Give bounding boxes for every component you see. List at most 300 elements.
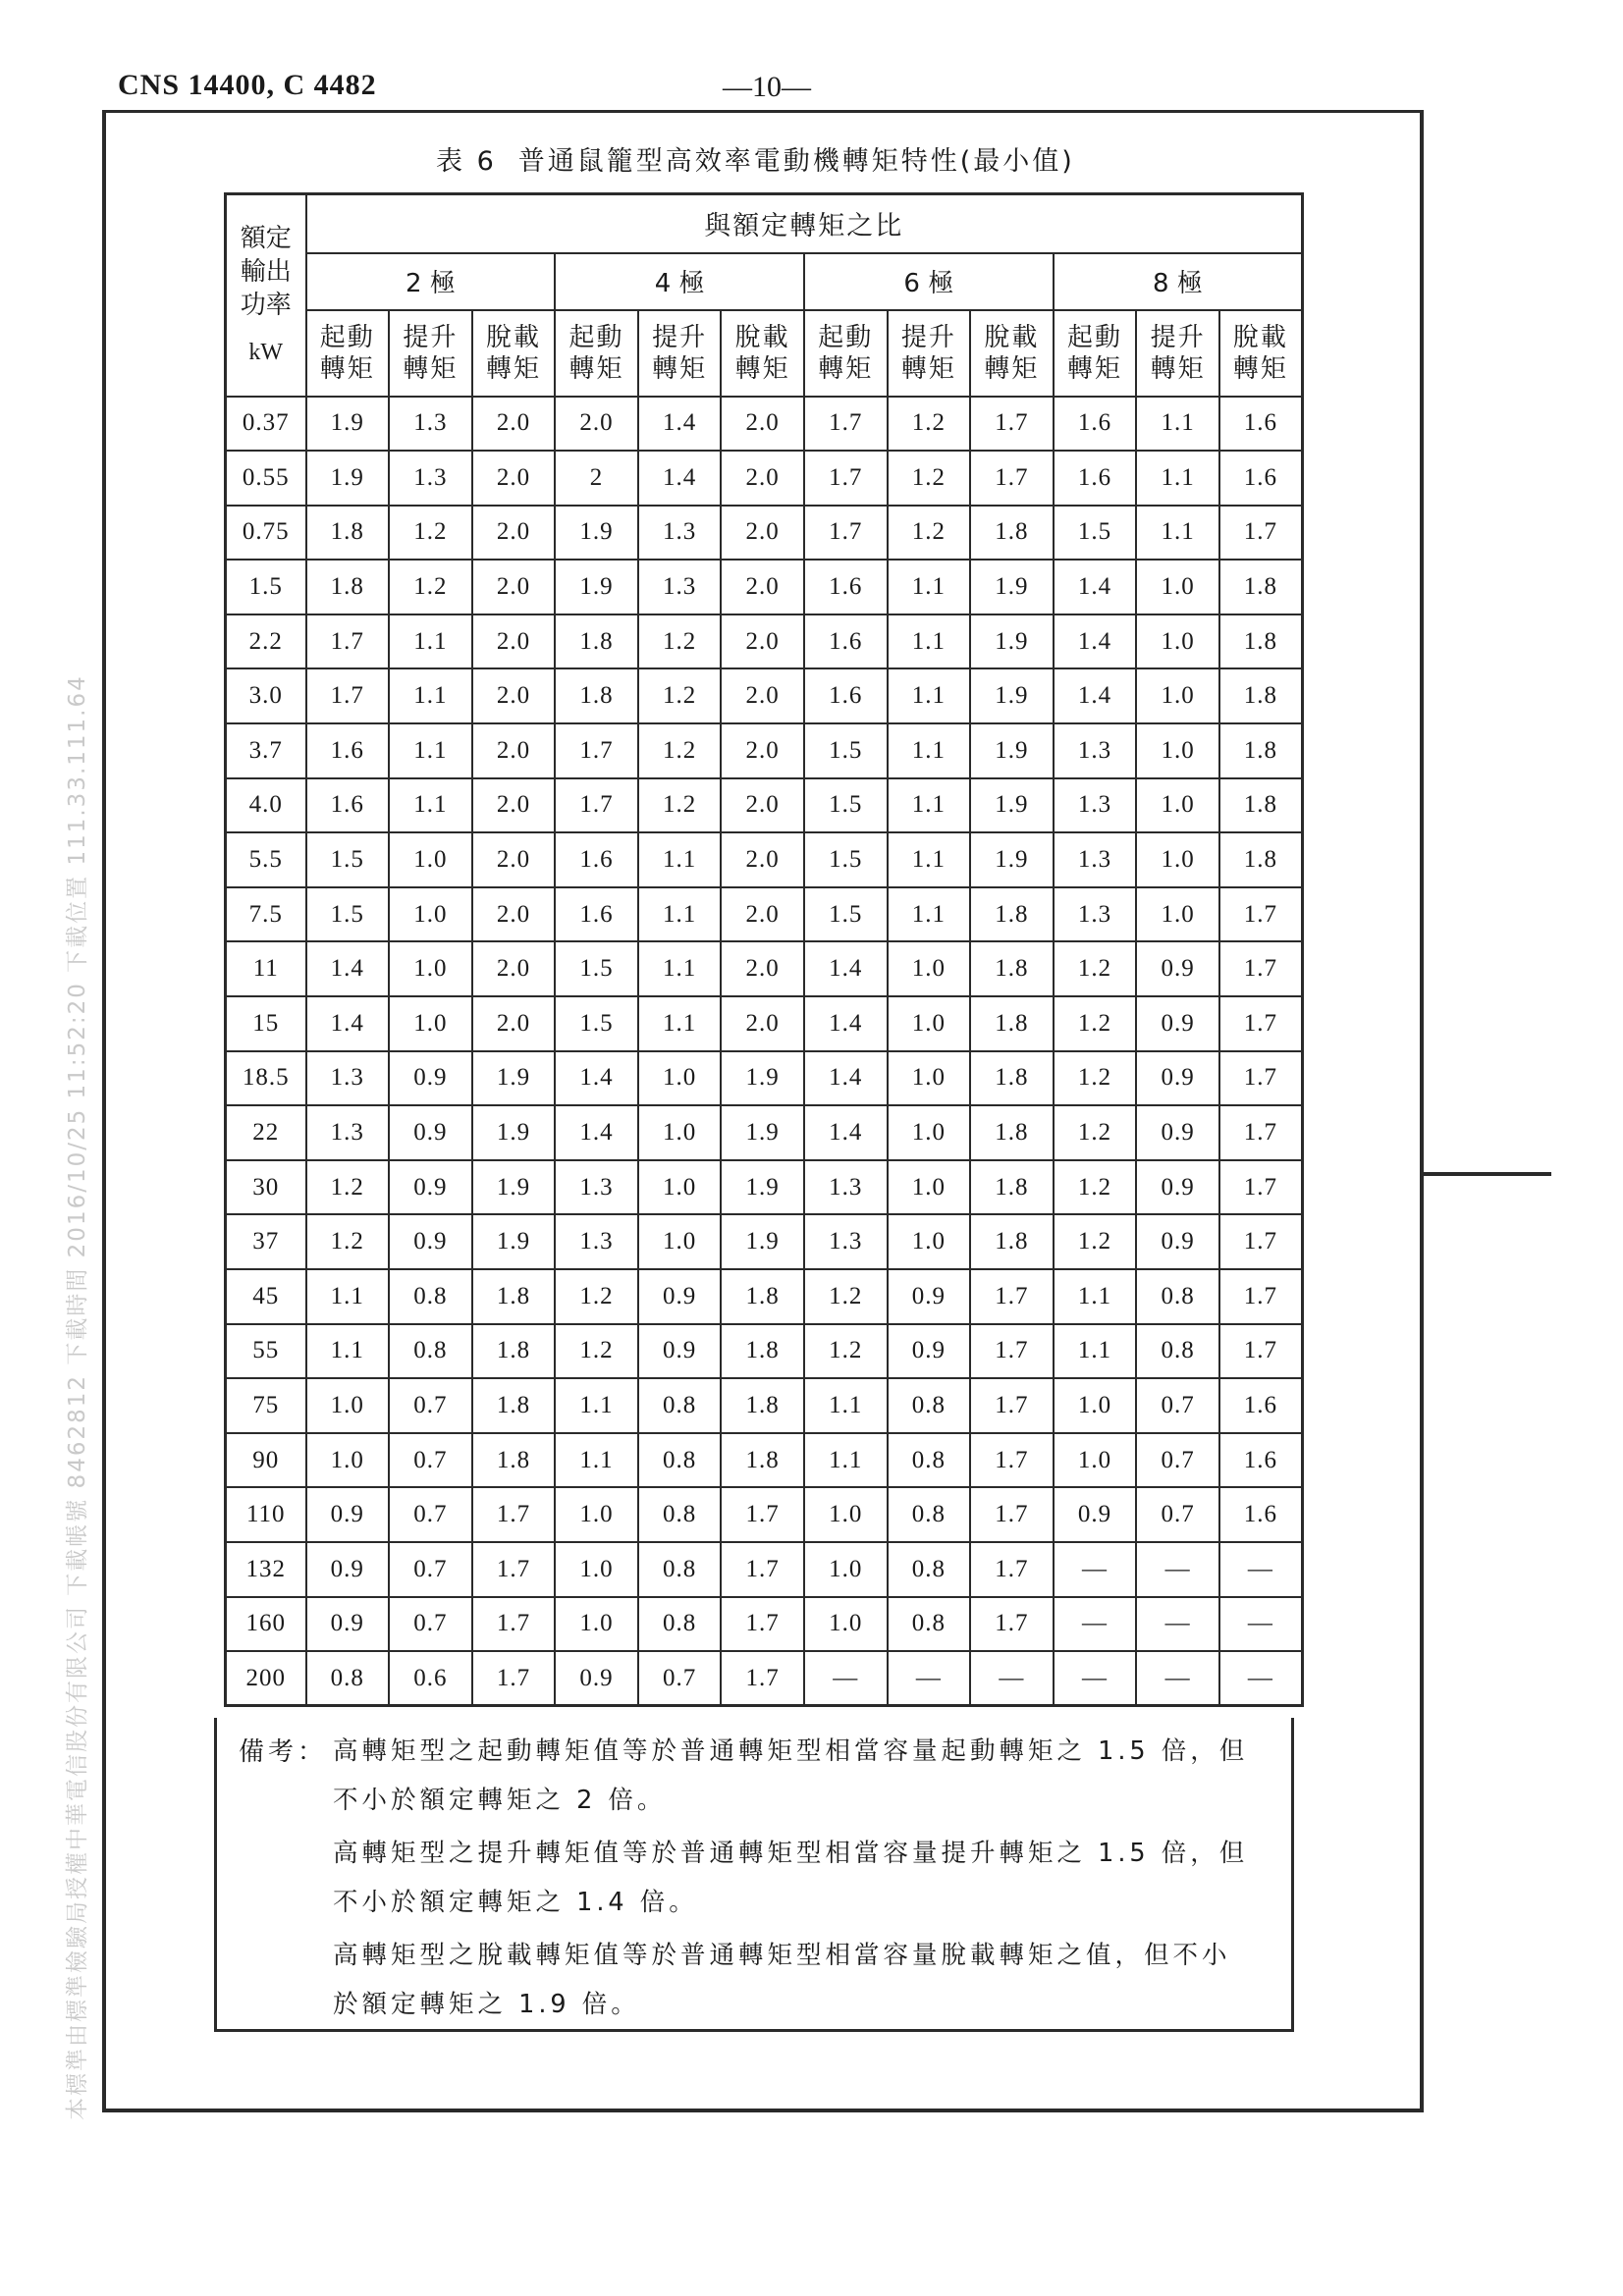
value-cell: — (888, 1651, 971, 1706)
pole-header: 6 極 (804, 253, 1054, 310)
value-cell: 1.7 (306, 614, 390, 669)
remarks-label: 備考： (239, 1737, 328, 1767)
value-cell: 1.4 (306, 996, 390, 1051)
value-cell: 1.4 (1054, 614, 1137, 669)
torque-type-header: 提升 轉矩 (389, 310, 472, 397)
value-cell: 1.9 (970, 614, 1054, 669)
value-cell: 1.7 (721, 1597, 804, 1652)
value-cell: 1.1 (638, 996, 722, 1051)
value-cell: 1.6 (555, 887, 638, 942)
value-cell: 0.8 (638, 1597, 722, 1652)
value-cell: 2.0 (555, 397, 638, 452)
value-cell: 1.0 (888, 1105, 971, 1160)
value-cell: 1.0 (389, 941, 472, 996)
remarks-box (214, 1718, 1294, 2032)
value-cell: 1.0 (1054, 1433, 1137, 1488)
power-unit: kW (248, 339, 284, 365)
value-cell: 1.6 (1219, 1433, 1303, 1488)
value-cell: 1.2 (306, 1214, 390, 1269)
value-cell: 1.7 (1219, 1214, 1303, 1269)
power-cell: 4.0 (226, 778, 306, 833)
power-cell: 7.5 (226, 887, 306, 942)
value-cell: 1.7 (970, 1542, 1054, 1597)
value-cell: 1.8 (970, 1051, 1054, 1106)
value-cell: 0.8 (888, 1433, 971, 1488)
table-row (226, 1378, 1303, 1433)
table-row (226, 1597, 1303, 1652)
value-cell: 1.7 (804, 397, 888, 452)
value-cell: 1.1 (888, 668, 971, 723)
value-cell: 1.1 (1054, 1324, 1137, 1379)
value-cell: 1.9 (306, 397, 390, 452)
torque-type-header: 提升 轉矩 (1136, 310, 1219, 397)
value-cell: 1.3 (804, 1160, 888, 1215)
value-cell: 1.9 (555, 506, 638, 561)
value-cell: 1.6 (1219, 1487, 1303, 1542)
value-cell: 0.7 (389, 1487, 472, 1542)
value-cell: 1.8 (1219, 614, 1303, 669)
value-cell: 0.8 (1136, 1324, 1219, 1379)
value-cell: — (1054, 1542, 1137, 1597)
table-row (226, 614, 1303, 669)
value-cell: 2.0 (721, 723, 804, 778)
value-cell: 1.1 (888, 887, 971, 942)
value-cell: 0.9 (888, 1269, 971, 1324)
value-cell: 1.8 (472, 1269, 556, 1324)
value-cell: 1.0 (1136, 560, 1219, 614)
value-cell: 1.6 (1054, 451, 1137, 506)
value-cell: 0.7 (1136, 1487, 1219, 1542)
value-cell: 1.5 (306, 832, 390, 887)
value-cell: 1.9 (472, 1214, 556, 1269)
value-cell: 1.2 (555, 1324, 638, 1379)
value-cell: 1.0 (555, 1487, 638, 1542)
value-cell: 1.7 (721, 1651, 804, 1706)
value-cell: 0.9 (1136, 996, 1219, 1051)
power-cell: 3.7 (226, 723, 306, 778)
value-cell: 1.5 (804, 723, 888, 778)
value-cell: — (970, 1651, 1054, 1706)
table-row (226, 1160, 1303, 1215)
value-cell: 1.3 (638, 506, 722, 561)
value-cell: 0.8 (888, 1597, 971, 1652)
value-cell: 1.8 (721, 1324, 804, 1379)
table-row (226, 1269, 1303, 1324)
value-cell: 1.9 (970, 560, 1054, 614)
value-cell: 1.1 (1136, 451, 1219, 506)
value-cell: 1.8 (970, 1160, 1054, 1215)
value-cell: 1.7 (970, 451, 1054, 506)
value-cell: 1.0 (555, 1542, 638, 1597)
table-row (226, 1051, 1303, 1106)
value-cell: 1.9 (306, 451, 390, 506)
value-cell: 1.6 (1054, 397, 1137, 452)
table-row (226, 723, 1303, 778)
power-cell: 0.37 (226, 397, 306, 452)
standard-code: CNS 14400, C 4482 (118, 69, 377, 101)
value-cell: 1.2 (1054, 1214, 1137, 1269)
power-cell: 0.75 (226, 506, 306, 561)
table-row (226, 1651, 1303, 1706)
power-header (226, 194, 306, 397)
torque-table (224, 192, 1304, 1707)
value-cell: 2.0 (721, 560, 804, 614)
value-cell: 0.8 (638, 1542, 722, 1597)
value-cell: 1.2 (804, 1269, 888, 1324)
value-cell: 0.8 (389, 1269, 472, 1324)
table-row (226, 941, 1303, 996)
power-cell: 2.2 (226, 614, 306, 669)
value-cell: 1.6 (306, 723, 390, 778)
value-cell: 0.8 (638, 1433, 722, 1488)
power-cell: 55 (226, 1324, 306, 1379)
value-cell: 1.1 (1136, 397, 1219, 452)
value-cell: 1.1 (389, 614, 472, 669)
value-cell: 1.5 (555, 941, 638, 996)
value-cell: 1.2 (555, 1269, 638, 1324)
value-cell: 1.1 (555, 1433, 638, 1488)
value-cell: 1.8 (1219, 723, 1303, 778)
value-cell: 1.8 (306, 506, 390, 561)
value-cell: 2.0 (472, 614, 556, 669)
value-cell: 2.0 (721, 887, 804, 942)
value-cell: 1.1 (888, 778, 971, 833)
value-cell: 2.0 (472, 397, 556, 452)
table-row (226, 1214, 1303, 1269)
table-row (226, 1433, 1303, 1488)
value-cell: 0.8 (638, 1487, 722, 1542)
value-cell: 0.9 (389, 1160, 472, 1215)
value-cell: 1.1 (306, 1324, 390, 1379)
value-cell: 1.3 (389, 397, 472, 452)
value-cell: 1.3 (1054, 723, 1137, 778)
value-cell: 1.7 (1219, 887, 1303, 942)
table-row (226, 996, 1303, 1051)
value-cell: 1.8 (970, 1105, 1054, 1160)
value-cell: 2.0 (472, 506, 556, 561)
value-cell: 1.7 (1219, 1105, 1303, 1160)
value-cell: 2.0 (721, 614, 804, 669)
value-cell: 1.0 (389, 887, 472, 942)
value-cell: 1.7 (1219, 1324, 1303, 1379)
value-cell: 1.7 (970, 1487, 1054, 1542)
value-cell: 1.2 (638, 778, 722, 833)
table-row (226, 506, 1303, 561)
table-row (226, 668, 1303, 723)
pole-header: 2 極 (306, 253, 556, 310)
value-cell: 1.1 (638, 832, 722, 887)
value-cell: 1.0 (1136, 832, 1219, 887)
value-cell: 1.8 (970, 941, 1054, 996)
value-cell: 1.7 (970, 1324, 1054, 1379)
value-cell: 0.8 (888, 1378, 971, 1433)
value-cell: 0.9 (1136, 1105, 1219, 1160)
value-cell: 1.8 (472, 1324, 556, 1379)
value-cell: 2.0 (721, 996, 804, 1051)
value-cell: 1.8 (721, 1433, 804, 1488)
value-cell: 1.7 (1219, 941, 1303, 996)
value-cell: 1.8 (970, 887, 1054, 942)
value-cell: 1.8 (970, 506, 1054, 561)
value-cell: 2.0 (472, 832, 556, 887)
value-cell: 1.6 (306, 778, 390, 833)
value-cell: 1.9 (970, 668, 1054, 723)
value-cell: 1.8 (1219, 832, 1303, 887)
value-cell: 1.2 (1054, 1160, 1137, 1215)
value-cell: 1.0 (1136, 887, 1219, 942)
remark-line: 不小於額定轉矩之 2 倍。 (333, 1786, 667, 1815)
value-cell: 1.7 (306, 668, 390, 723)
value-cell: 1.8 (472, 1378, 556, 1433)
value-cell: 1.3 (555, 1214, 638, 1269)
value-cell: 1.7 (1219, 1269, 1303, 1324)
value-cell: 1.8 (1219, 560, 1303, 614)
value-cell: 1.2 (1054, 996, 1137, 1051)
value-cell: — (1136, 1542, 1219, 1597)
value-cell: 0.8 (389, 1324, 472, 1379)
value-cell: 1.6 (804, 614, 888, 669)
value-cell: 1.7 (970, 1378, 1054, 1433)
value-cell: 1.6 (804, 560, 888, 614)
table-row (226, 560, 1303, 614)
margin-mark (1424, 1172, 1551, 1176)
value-cell: 1.1 (1054, 1269, 1137, 1324)
torque-type-header: 脫載 轉矩 (970, 310, 1054, 397)
value-cell: 1.7 (472, 1597, 556, 1652)
table-title-text: 普通鼠籠型高效率電動機轉矩特性(最小值) (517, 146, 1075, 177)
table-row (226, 397, 1303, 452)
value-cell: 1.4 (555, 1105, 638, 1160)
remark-line: 高轉矩型之提升轉矩值等於普通轉矩型相當容量提升轉矩之 1.5 倍，但 (333, 1839, 1249, 1868)
value-cell: 1.5 (804, 887, 888, 942)
remark-line: 高轉矩型之脫載轉矩值等於普通轉矩型相當容量脫載轉矩之值，但不小 (333, 1941, 1231, 1970)
value-cell: 1.0 (804, 1542, 888, 1597)
table-row (226, 1542, 1303, 1597)
value-cell: 2.0 (472, 887, 556, 942)
power-cell: 30 (226, 1160, 306, 1215)
value-cell: 1.2 (389, 506, 472, 561)
table-row (226, 778, 1303, 833)
value-cell: 1.8 (721, 1378, 804, 1433)
value-cell: 1.7 (472, 1542, 556, 1597)
value-cell: 1.0 (1136, 778, 1219, 833)
value-cell: 1.9 (555, 560, 638, 614)
value-cell: 1.1 (888, 614, 971, 669)
value-cell: 2.0 (472, 560, 556, 614)
value-cell: 0.7 (389, 1378, 472, 1433)
value-cell: 0.9 (306, 1542, 390, 1597)
value-cell: 2.0 (472, 723, 556, 778)
value-cell: 1.7 (1219, 1051, 1303, 1106)
torque-type-header: 起動 轉矩 (555, 310, 638, 397)
value-cell: 1.9 (472, 1105, 556, 1160)
value-cell: 0.8 (888, 1487, 971, 1542)
value-cell: 1.7 (970, 1433, 1054, 1488)
value-cell: 1.6 (1219, 451, 1303, 506)
value-cell: 0.7 (1136, 1433, 1219, 1488)
value-cell: 1.4 (555, 1051, 638, 1106)
value-cell: 2.0 (472, 451, 556, 506)
power-cell: 18.5 (226, 1051, 306, 1106)
value-cell: 1.3 (1054, 887, 1137, 942)
value-cell: — (804, 1651, 888, 1706)
value-cell: 1.2 (888, 451, 971, 506)
torque-type-header: 提升 轉矩 (638, 310, 722, 397)
value-cell: 1.7 (970, 1597, 1054, 1652)
value-cell: 1.8 (306, 560, 390, 614)
value-cell: 1.7 (804, 506, 888, 561)
power-cell: 1.5 (226, 560, 306, 614)
value-cell: 1.2 (638, 668, 722, 723)
table-row (226, 887, 1303, 942)
value-cell: 1.7 (555, 723, 638, 778)
value-cell: 1.0 (1054, 1378, 1137, 1433)
value-cell: 0.9 (888, 1324, 971, 1379)
value-cell: 0.9 (1136, 1160, 1219, 1215)
value-cell: 1.8 (970, 1214, 1054, 1269)
value-cell: 1.7 (721, 1487, 804, 1542)
value-cell: 0.9 (1136, 941, 1219, 996)
value-cell: 1.0 (1136, 668, 1219, 723)
value-cell: 1.1 (389, 778, 472, 833)
value-cell: 1.9 (721, 1160, 804, 1215)
value-cell: 1.9 (970, 723, 1054, 778)
value-cell: 1.2 (638, 723, 722, 778)
value-cell: 1.8 (970, 996, 1054, 1051)
value-cell: 1.4 (804, 941, 888, 996)
torque-type-header: 起動 轉矩 (306, 310, 390, 397)
power-cell: 37 (226, 1214, 306, 1269)
value-cell: 1.7 (472, 1651, 556, 1706)
value-cell: 1.6 (1219, 397, 1303, 452)
value-cell: — (1219, 1542, 1303, 1597)
torque-type-header: 提升 轉矩 (888, 310, 971, 397)
value-cell: 1.0 (638, 1160, 722, 1215)
table-row (226, 832, 1303, 887)
power-cell: 11 (226, 941, 306, 996)
table-row (226, 1105, 1303, 1160)
value-cell: 1.2 (888, 397, 971, 452)
power-cell: 110 (226, 1487, 306, 1542)
value-cell: 1.1 (306, 1269, 390, 1324)
value-cell: 1.4 (804, 1051, 888, 1106)
value-cell: 1.5 (804, 778, 888, 833)
value-cell: — (1136, 1597, 1219, 1652)
value-cell: 1.1 (804, 1378, 888, 1433)
value-cell: 0.8 (306, 1651, 390, 1706)
value-cell: 0.9 (389, 1051, 472, 1106)
download-watermark: 本標準由標準檢驗局授權中華電信股份有限公司 下載帳號 8462812 下載時間 2016/10/25 11:52:20 下載位置 111.33.111.64 (65, 674, 90, 2120)
value-cell: 1.4 (638, 397, 722, 452)
power-cell: 45 (226, 1269, 306, 1324)
table-number: 表 6 (436, 146, 497, 177)
value-cell: 1.3 (306, 1051, 390, 1106)
value-cell: 1.6 (555, 832, 638, 887)
value-cell: 1.2 (1054, 1051, 1137, 1106)
value-cell: 1.0 (555, 1597, 638, 1652)
value-cell: 1.0 (389, 996, 472, 1051)
value-cell: 1.0 (306, 1378, 390, 1433)
value-cell: 1.3 (638, 560, 722, 614)
value-cell: 1.5 (1054, 506, 1137, 561)
power-cell: 3.0 (226, 668, 306, 723)
value-cell: 0.7 (638, 1651, 722, 1706)
value-cell: 1.7 (472, 1487, 556, 1542)
value-cell: — (1136, 1651, 1219, 1706)
value-cell: 1.4 (804, 1105, 888, 1160)
value-cell: 0.9 (638, 1324, 722, 1379)
value-cell: 0.9 (306, 1487, 390, 1542)
value-cell: 1.2 (389, 560, 472, 614)
value-cell: 1.9 (721, 1214, 804, 1269)
value-cell: 1.1 (888, 832, 971, 887)
value-cell: 0.9 (306, 1597, 390, 1652)
value-cell: — (1219, 1651, 1303, 1706)
power-cell: 0.55 (226, 451, 306, 506)
value-cell: 1.0 (1136, 614, 1219, 669)
value-cell: 0.8 (888, 1542, 971, 1597)
value-cell: 1.3 (555, 1160, 638, 1215)
value-cell: 1.2 (1054, 941, 1137, 996)
value-cell: 1.1 (555, 1378, 638, 1433)
value-cell: 0.7 (1136, 1378, 1219, 1433)
value-cell: — (1054, 1597, 1137, 1652)
value-cell: 1.0 (638, 1051, 722, 1106)
power-cell: 90 (226, 1433, 306, 1488)
value-cell: 1.7 (1219, 506, 1303, 561)
value-cell: 0.9 (1136, 1051, 1219, 1106)
value-cell: — (1219, 1597, 1303, 1652)
value-cell: 2 (555, 451, 638, 506)
torque-type-header: 脫載 轉矩 (1219, 310, 1303, 397)
value-cell: 2.0 (721, 778, 804, 833)
power-cell: 15 (226, 996, 306, 1051)
value-cell: 1.7 (555, 778, 638, 833)
ratio-header: 與額定轉矩之比 (306, 194, 1303, 253)
value-cell: 0.9 (1136, 1214, 1219, 1269)
value-cell: 2.0 (721, 451, 804, 506)
value-cell: 1.0 (804, 1597, 888, 1652)
value-cell: 1.2 (638, 614, 722, 669)
value-cell: 1.0 (389, 832, 472, 887)
value-cell: 1.8 (721, 1269, 804, 1324)
value-cell: 0.9 (1054, 1487, 1137, 1542)
value-cell: 1.3 (1054, 832, 1137, 887)
value-cell: 0.8 (1136, 1269, 1219, 1324)
value-cell: 1.9 (721, 1105, 804, 1160)
table-row (226, 451, 1303, 506)
value-cell: 1.4 (804, 996, 888, 1051)
value-cell: 1.1 (638, 887, 722, 942)
pole-header: 4 極 (555, 253, 804, 310)
value-cell: 1.1 (389, 723, 472, 778)
value-cell: 2.0 (472, 996, 556, 1051)
value-cell: 1.9 (472, 1160, 556, 1215)
value-cell: 1.6 (1219, 1378, 1303, 1433)
value-cell: 1.7 (970, 397, 1054, 452)
value-cell: 2.0 (721, 397, 804, 452)
value-cell: 1.2 (804, 1324, 888, 1379)
value-cell: 1.9 (472, 1051, 556, 1106)
value-cell: 1.3 (1054, 778, 1137, 833)
power-cell: 5.5 (226, 832, 306, 887)
value-cell: 1.7 (804, 451, 888, 506)
power-cell: 132 (226, 1542, 306, 1597)
torque-type-header: 起動 轉矩 (804, 310, 888, 397)
value-cell: 0.7 (389, 1597, 472, 1652)
value-cell: 2.0 (472, 668, 556, 723)
value-cell: 1.0 (1136, 723, 1219, 778)
